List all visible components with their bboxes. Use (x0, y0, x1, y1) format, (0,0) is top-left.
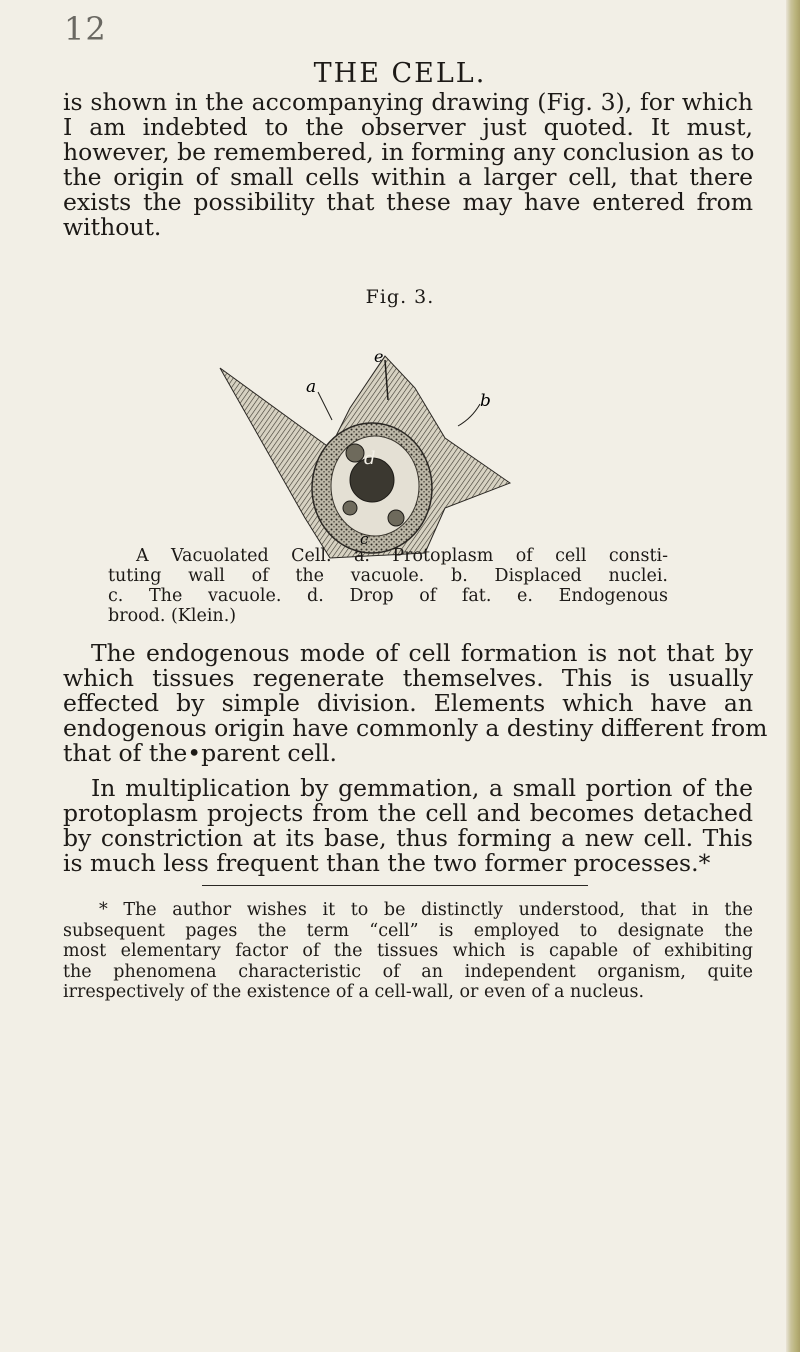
running-head: THE CELL. (313, 58, 487, 89)
text-line: The endogenous mode of cell formation is not that by (91, 639, 753, 667)
text-line: is shown in the accompanying drawing (Fig. 3), for which (63, 88, 753, 116)
text-line: I am indebted to the observer just quoted. It must, (63, 113, 753, 141)
figure-letter-d: d (364, 448, 376, 469)
text-line: which tissues regenerate themselves. This is usually (63, 664, 753, 692)
intro-paragraph (63, 90, 753, 240)
text-line: protoplasm projects from the cell and becomes detached (63, 799, 753, 827)
text-line: that of the•parent cell. (63, 739, 337, 767)
caption-line: A Vacuolated Cell. a. Protoplasm of cell consti- (136, 546, 668, 566)
figure-label: Fig. 3. (365, 286, 435, 308)
footnote-line: irrespectively of the existence of a cell-wall, or even of a nucleus. (63, 982, 645, 1002)
page-edge-shadow (786, 0, 800, 1352)
text-line: by constriction at its base, thus forming a new cell. This (63, 824, 753, 852)
footnote (63, 900, 753, 1003)
footnote-rule (202, 885, 588, 886)
caption-line: c. The vacuole. d. Drop of fat. e. Endogenous (108, 586, 668, 606)
footnote-line: subsequent pages the term “cell” is employed to designate the (63, 920, 753, 941)
text-line: the origin of small cells within a larger cell, that there (63, 163, 753, 191)
label-line-a (318, 392, 332, 420)
text-line: is much less frequent than the two former processes.* (63, 849, 711, 877)
text-line: In multiplication by gemmation, a small portion of the (91, 774, 753, 802)
text-line: exists the possibility that these may have entered from (63, 188, 753, 216)
figure-letter-e: e (374, 347, 384, 366)
text-line: without. (63, 213, 162, 241)
brood-cell (343, 501, 357, 515)
figure-letter-b: b (480, 391, 491, 411)
brood-cell (346, 444, 364, 462)
figure-caption (108, 546, 668, 626)
figure-letter-c: c (360, 530, 369, 548)
paragraph-gemmation (63, 776, 753, 876)
caption-line: brood. (Klein.) (108, 606, 237, 626)
footnote-line: most elementary factor of the tissues which is capable of exhibiting (63, 941, 753, 961)
caption-line: tuting wall of the vacuole. b. Displaced nuclei. (108, 566, 668, 586)
text-line: however, be remembered, in forming any conclusion as to (63, 138, 755, 166)
paragraph-endogenous (63, 639, 768, 767)
text-line: effected by simple division. Elements which have an (63, 689, 753, 717)
figure-letter-a: a (306, 377, 317, 397)
brood-cell (388, 510, 404, 526)
label-line-b (458, 404, 480, 426)
text-line: endogenous origin have commonly a destiny different from (63, 714, 768, 742)
page-number: 12 (64, 10, 107, 48)
footnote-line: the phenomena characteristic of an independent organism, quite (63, 961, 753, 982)
footnote-line: * The author wishes it to be distinctly understood, that in the (99, 900, 753, 920)
